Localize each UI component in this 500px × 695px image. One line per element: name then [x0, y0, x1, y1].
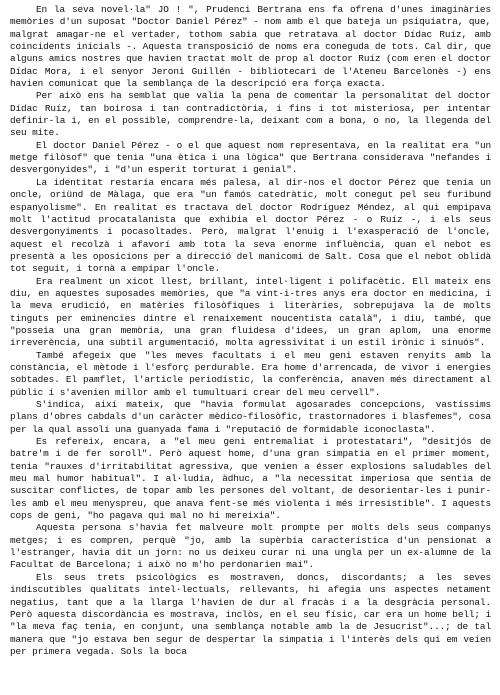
paragraph-7: S'indica, així mateix, que "havia formulat agosarades concepcions, vastíssims plans d'obres cabdals d'un caràcter mèdico-filosòfic, trastornadores i blasfemes", cosa per la qual assolí una guanyada fama i "reputació de formidable iconoclasta".	[10, 399, 491, 435]
paragraph-2: Per això ens ha semblat que valia la pena de comentar la personalitat del doctor Dídac Ruíz, tan boirosa i tan contradictòria, i fins i tot misteriosa, per intentar definir-la i, en el possible, comprendre-la, deixant com a bona, o no, la llegenda del seu mite.	[10, 90, 491, 139]
paragraph-6: També afegeix que "les meves facultats i el meu geni estaven renyits amb la constància, el mètode i l'esforç perdurable. Era home d'arrencada, de vivor i energies sobtades. El pamflet, l'article periodístic, la conferència, anaven més directament al públic i s'avenien millor amb el tumultuari crear del meu cervell".	[10, 349, 491, 398]
document-page	[10, 4, 491, 658]
paragraph-5: Era realment un xicot llest, brillant, intel·ligent i polifacètic. Ell mateix ens diu, en aquestes suposades memòries, que "a vint-i-tres anys era doctor en medicina, i la meva erudició, en matèries filosòfiques i literàries, sobrepujava la de molts tinguts per eminencies dintre el renaixement noucentista català", i diu, també, que "posseia una gran memòria, una gran fluidesa d'idees, un gran aplom, una enorme irreverència, una subtil argumentació, molta agressivitat i un estil irònic i sinuós".	[10, 275, 491, 349]
paragraph-4: La identitat restaria encara més palesa, al dir-nos el doctor Pérez que tenia un oncle, oriünd de Màlaga, que era "un famós catedràtic, molt conegut pel seu furibund espanyolisme". En realitat es tractava del doctor Rodríguez Méndez, al qui empipava molt l'actitud procatalanista que exhibia el doctor Pérez - o Ruíz -, i els seus desvergonyiments i pocasoltades. Però, malgrat l'enuig i l'exasperació de l'oncle, aquest el recolzà i afavorí amb tota la seva enorme influència, quan el nebot es presentà a les oposicions per a direcció del manicomi de Salt. Cosa que el nebot oblidà tot seguit, i tornà a empipar l'oncle.	[10, 176, 491, 275]
paragraph-3: El doctor Daniel Pérez - o el que aquest nom representava, en la realitat era "un metge filòsof" que tenia "una ètica i una lògica" que Bertrana considerava "nefandes i desvergonyides", i "d'un esperit torturat i genial".	[10, 139, 491, 176]
paragraph-8: Es refereix, encara, a "el meu geni entremaliat i protestatari", "desitjós de batre'm i de fer soroll". Però aquest home, d'una gran simpatia en el primer moment, tenia "rauxes d'irritabilitat agressiva, que venien a ésser explosions saludables del meu mal humor habitual". I al·ludia, àdhuc, a "la necessitat imperiosa que sentia de suscitar conflictes, de topar amb les persones del voltant, de desorientar-les i punir-les amb el meu menyspreu, que anava fent-se més violenta i més irresistible". I aquests cops de geni, "ho pagava qui mal no hi mereixia".	[10, 436, 491, 522]
paragraph-9: Aquesta persona s'havia fet malveure molt prompte per molts dels seus companys metges; i es compren, perquè "jo, amb la supèrbia característica d'un pensionat a l'estranger, havia dit un jorn: no us deixeu curar ni una ungla per un ex-alumne de la Facultat de Barcelona; i això no m'ho perdonarien mai".	[10, 522, 491, 571]
paragraph-10: Els seus trets psicològics es mostraven, doncs, discordants; a les seves indiscutibles qualitats intel·lectuals, rellevants, hi afegia uns aspectes netament negatius, tant que a la llarga l'havien de dur al fracàs i a la desgràcia personal. Però aquesta discordància es mostrava, inclòs, en el seu físic, car era un home bell; i "la meva faç tenia, en conjunt, una semblança notable amb la de Jesucrist"...; de tal manera que "jo estava ben segur de despertar la simpatia i l'interès dels qui em veien per primera vegada. Sols la boca	[10, 571, 491, 657]
paragraph-1: En la seva novel·la" JO ! ", Prudenci Bertrana ens fa ofrena d'unes imaginàries memòries d'un suposat "Doctor Daniel Pérez" - nom amb el que bateja un psiquiatra, que, malgrat amagar-ne el vertader, tothom sabia que retratava al doctor Dídac Ruíz, amb coincidents inicials -. Aquesta transposició de noms era coneguda de tots. Cal dir, que alguns amics nostres que havien tractat molt de prop al doctor Ruíz (com eren el doctor Dídac Mora, i el senyor Jeroni Guillén - bibliotecari de l'Ateneu Barcelonès -) ens havien comunicat que la semblança de la descripció era força exacta.	[10, 4, 491, 90]
